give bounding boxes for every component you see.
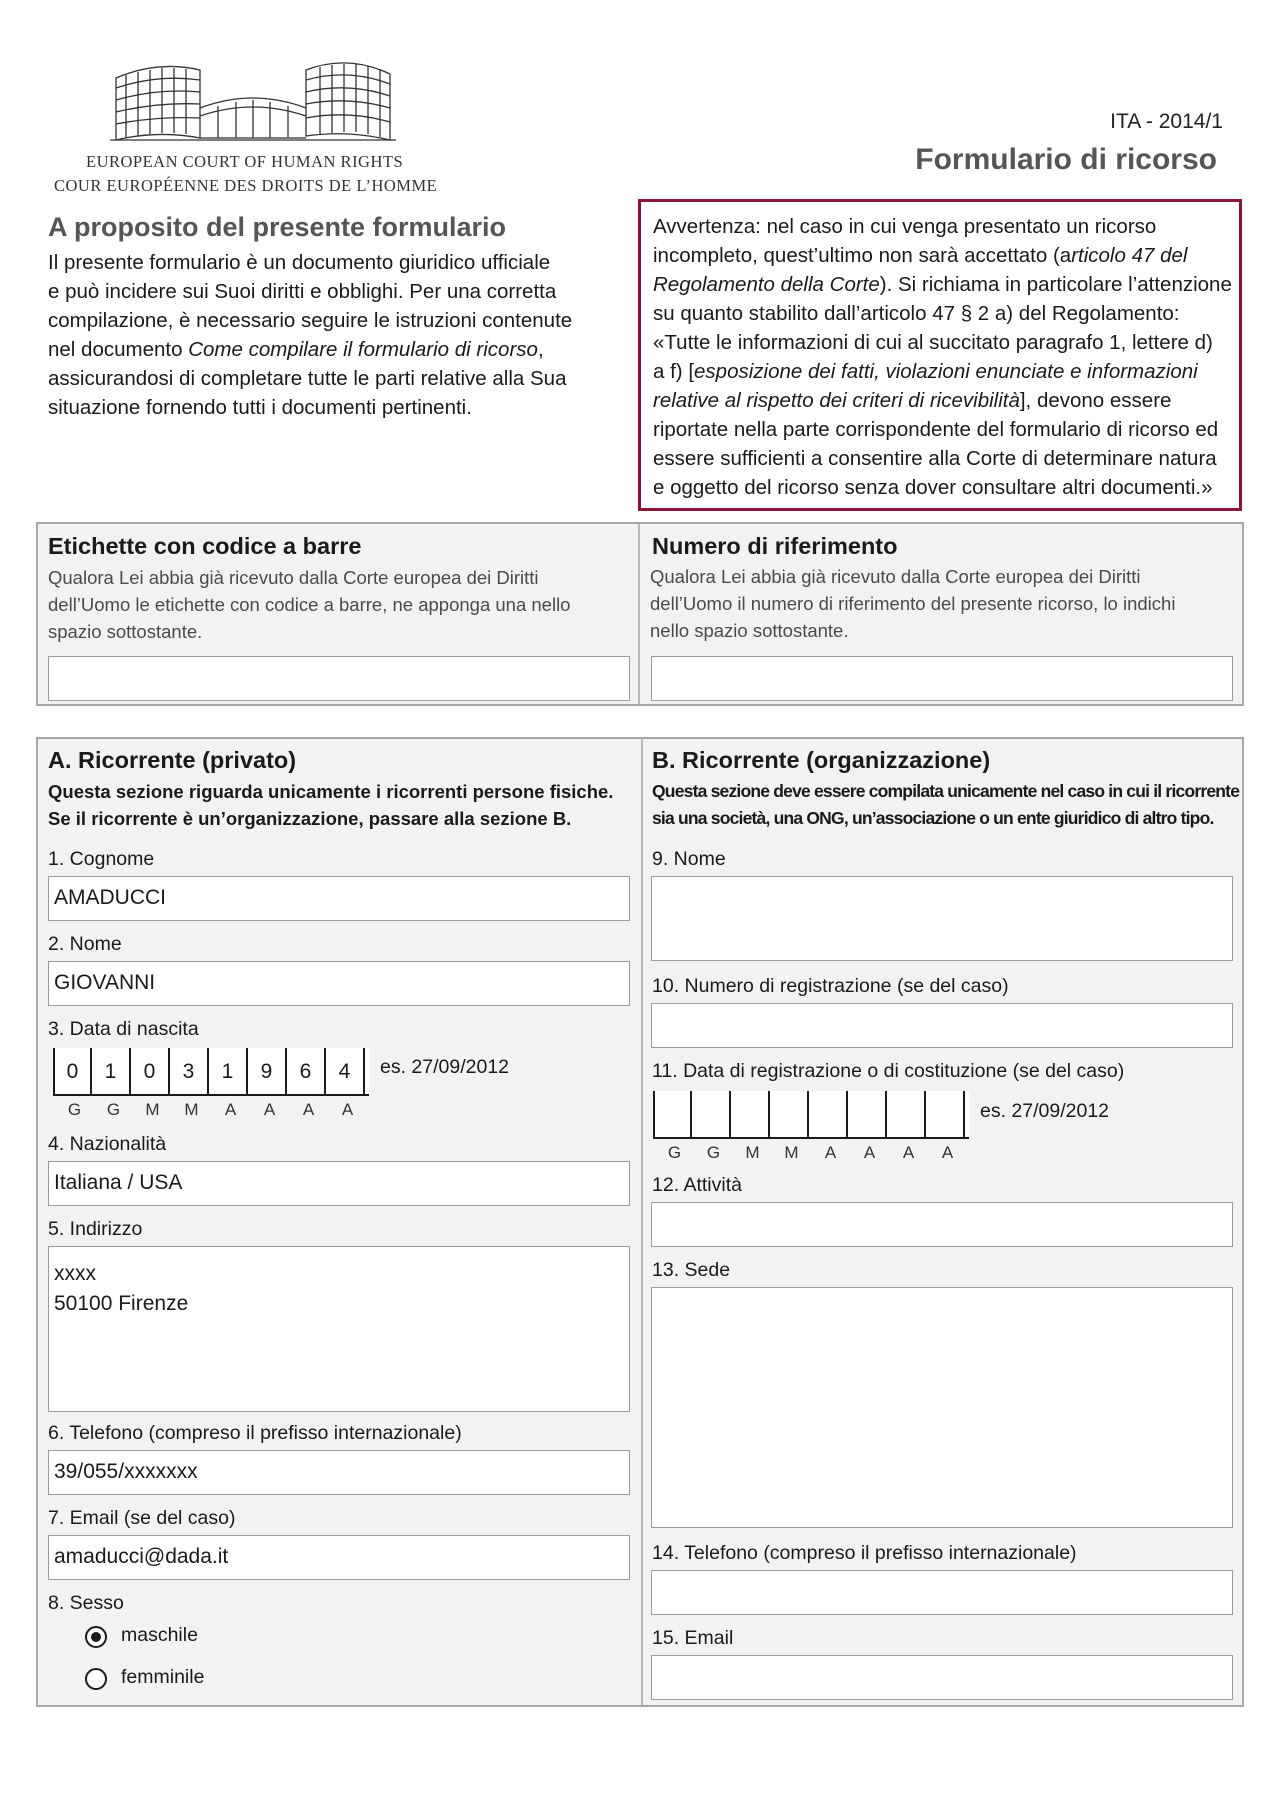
org-email-label: 15. Email bbox=[652, 1627, 734, 1649]
reference-description: Qualora Lei abbia già ricevuto dalla Corte europea dei Diritti dell’Uomo il numero di riferimento del presente ricorso, lo indichi nello spazio sottostante. bbox=[650, 566, 1176, 641]
panel-divider bbox=[638, 524, 640, 704]
birth-date-format: G G M M A A A A bbox=[67, 1100, 354, 1119]
reg-date-example: es. 27/09/2012 bbox=[980, 1100, 1110, 1122]
about-line: compilazione, è necessario seguire le istruzioni contenute bbox=[48, 309, 573, 332]
date-digit-box[interactable] bbox=[848, 1091, 887, 1139]
court-logo bbox=[48, 48, 468, 208]
barcode-description: Qualora Lei abbia già ricevuto dalla Corte europea dei Diritti dell’Uomo le etichette con codice a barre, ne apponga una nello spazio sottostante. bbox=[48, 567, 571, 642]
court-name-fr: COUR EUROPÉENNE DES DROITS DE L’HOMME bbox=[54, 176, 438, 195]
birth-date-label: 3. Data di nascita bbox=[48, 1018, 199, 1040]
sex-label: 8. Sesso bbox=[48, 1592, 124, 1614]
date-digit-box[interactable]: 9 bbox=[248, 1048, 287, 1096]
reg-date-label: 11. Data di registrazione o di costituzione (se del caso) bbox=[652, 1060, 1125, 1082]
about-heading: A proposito del presente formulario bbox=[48, 212, 507, 242]
form-code: ITA - 2014/1 bbox=[1110, 110, 1223, 133]
reference-number-field[interactable] bbox=[651, 656, 1233, 701]
surname-field[interactable]: AMADUCCI bbox=[48, 876, 630, 921]
address-field[interactable] bbox=[48, 1246, 630, 1412]
activity-field[interactable] bbox=[651, 1202, 1233, 1247]
birth-date-example: es. 27/09/2012 bbox=[380, 1056, 510, 1078]
date-digit-box[interactable]: 6 bbox=[287, 1048, 326, 1096]
phone-label: 6. Telefono (compreso il prefisso internazionale) bbox=[48, 1422, 462, 1444]
radio-male[interactable] bbox=[85, 1626, 107, 1648]
birth-date-field[interactable] bbox=[53, 1048, 369, 1096]
nationality-label: 4. Nazionalità bbox=[48, 1133, 167, 1155]
section-a-title: A. Ricorrente (privato) bbox=[48, 747, 297, 773]
section-b-note: Questa sezione deve essere compilata unicamente nel caso in cui il ricorrente sia una società, una ONG, un’associazione o un ente giuridico di altro tipo. bbox=[652, 781, 1240, 828]
date-digit-box[interactable] bbox=[770, 1091, 809, 1139]
org-name-field[interactable] bbox=[651, 876, 1233, 961]
about-line: assicurandosi di completare tutte le parti relative alla Sua bbox=[48, 367, 567, 390]
section-a-note: Questa sezione riguarda unicamente i ricorrenti persone fisiche. Se il ricorrente è un’organizzazione, passare alla sezione B. bbox=[48, 781, 614, 829]
about-text bbox=[48, 248, 618, 422]
date-digit-box[interactable] bbox=[731, 1091, 770, 1139]
surname-label: 1. Cognome bbox=[48, 848, 155, 870]
radio-male-label: maschile bbox=[121, 1624, 198, 1646]
activity-label: 12. Attività bbox=[652, 1174, 742, 1196]
nationality-field[interactable]: Italiana / USA bbox=[48, 1161, 630, 1206]
date-digit-box[interactable]: 1 bbox=[209, 1048, 248, 1096]
reg-date-format: G G M M A A A A bbox=[667, 1143, 954, 1162]
email-field[interactable]: amaducci@dada.it bbox=[48, 1535, 630, 1580]
seat-label: 13. Sede bbox=[652, 1259, 731, 1281]
date-digit-box[interactable] bbox=[887, 1091, 926, 1139]
court-name-en: EUROPEAN COURT OF HUMAN RIGHTS bbox=[86, 152, 404, 171]
seat-field[interactable] bbox=[651, 1287, 1233, 1528]
date-digit-box[interactable]: 4 bbox=[326, 1048, 365, 1096]
date-digit-box[interactable]: 0 bbox=[53, 1048, 92, 1096]
form-title: Formulario di ricorso bbox=[915, 143, 1217, 176]
section-b-title: B. Ricorrente (organizzazione) bbox=[652, 747, 991, 773]
date-digit-box[interactable]: 3 bbox=[170, 1048, 209, 1096]
address-line: xxxx bbox=[54, 1262, 96, 1285]
reg-number-label: 10. Numero di registrazione (se del caso) bbox=[652, 975, 1009, 997]
address-line: 50100 Firenze bbox=[54, 1292, 189, 1315]
org-email-field[interactable] bbox=[651, 1655, 1233, 1700]
org-phone-label: 14. Telefono (compreso il prefisso internazionale) bbox=[652, 1542, 1077, 1564]
address-label: 5. Indirizzo bbox=[48, 1218, 143, 1240]
date-digit-box[interactable]: 0 bbox=[131, 1048, 170, 1096]
about-line: Il presente formulario è un documento giuridico ufficiale bbox=[48, 251, 551, 274]
name-field[interactable]: GIOVANNI bbox=[48, 961, 630, 1006]
date-digit-box[interactable] bbox=[653, 1091, 692, 1139]
warning-box: Avvertenza: nel caso in cui venga presentato un ricorso incompleto, quest’ultimo non sarà accettato (articolo 47 del Regolamento della Corte). Si richiama in particolare l’attenzione su quanto stabilito dall’articolo 47 § 2 a) del Regolamento: «Tutte le informazioni di cui al succitato paragrafo 1, lettere d) a f) [esposizione dei fatti, violazioni enunciate e informazioni relative al rispetto dei criteri di ricevibilità], devono essere riportate nella parte corrispondente del formulario di ricorso ed essere sufficienti a consentire alla Corte di determinare natura e oggetto del ricorso senza dover consultare altri documenti.» bbox=[638, 199, 1242, 511]
guide-document-title: Come compilare il formulario di ricorso bbox=[188, 338, 538, 361]
barcode-title: Etichette con codice a barre bbox=[48, 533, 362, 559]
about-line: situazione fornendo tutti i documenti pertinenti. bbox=[48, 396, 472, 419]
email-label: 7. Email (se del caso) bbox=[48, 1507, 236, 1529]
phone-field[interactable]: 39/055/xxxxxxx bbox=[48, 1450, 630, 1495]
org-phone-field[interactable] bbox=[651, 1570, 1233, 1615]
court-building-icon bbox=[108, 48, 398, 148]
radio-female[interactable] bbox=[85, 1668, 107, 1690]
about-line: nel documento Come compilare il formulario di ricorso, bbox=[48, 338, 544, 361]
panel-divider bbox=[641, 739, 643, 1705]
barcode-label-field[interactable] bbox=[48, 656, 630, 701]
name-label: 2. Nome bbox=[48, 933, 122, 955]
date-digit-box[interactable] bbox=[926, 1091, 965, 1139]
reg-number-field[interactable] bbox=[651, 1003, 1233, 1048]
radio-female-label: femminile bbox=[121, 1666, 205, 1688]
date-digit-box[interactable]: 1 bbox=[92, 1048, 131, 1096]
org-name-label: 9. Nome bbox=[652, 848, 726, 870]
reference-title: Numero di riferimento bbox=[652, 533, 898, 559]
date-digit-box[interactable] bbox=[692, 1091, 731, 1139]
date-baseline bbox=[653, 1137, 969, 1139]
date-baseline bbox=[53, 1094, 369, 1096]
about-line: e può incidere sui Suoi diritti e obblighi. Per una corretta bbox=[48, 280, 557, 303]
date-digit-box[interactable] bbox=[809, 1091, 848, 1139]
reg-date-field[interactable] bbox=[653, 1091, 969, 1139]
